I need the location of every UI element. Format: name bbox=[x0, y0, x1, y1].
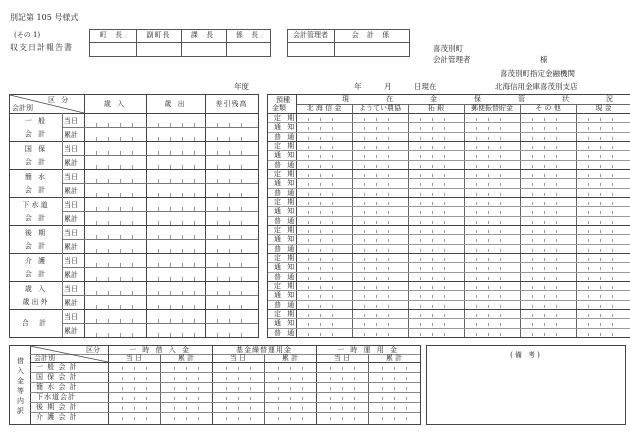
row-label: 通 知 bbox=[274, 123, 297, 132]
approval-chief: 係 長 bbox=[235, 31, 262, 39]
group-label: 一 般 bbox=[24, 117, 48, 125]
group-temp-borrowing: 一 時 借 入 金 bbox=[129, 346, 191, 354]
group-fund-transfer: 基金繰替運用金 bbox=[236, 346, 292, 354]
row-label: 定 期 bbox=[274, 198, 297, 206]
header-status-char: 金 bbox=[430, 95, 437, 103]
month-label: 月 bbox=[384, 82, 392, 91]
row-label: 当日 bbox=[64, 201, 78, 209]
as-of-label: 日現在 bbox=[414, 82, 437, 91]
cash-holding-table bbox=[267, 94, 630, 338]
bottom-corner-division: 区分 bbox=[86, 346, 100, 354]
row-label: 通 知 bbox=[274, 319, 297, 328]
group-label: 会 計 bbox=[24, 242, 48, 250]
sub-cumulative: 累 計 bbox=[177, 354, 195, 362]
header-status-char: 管 bbox=[518, 95, 525, 103]
side-label-char: 訳 bbox=[17, 407, 24, 415]
row-label: 定 期 bbox=[274, 142, 297, 150]
sub-takugin: 拓 銀 bbox=[427, 104, 445, 112]
sub-day: 当 日 bbox=[229, 354, 247, 362]
sub-postal: 郵便振替貯金 bbox=[471, 104, 513, 112]
row-label: 累計 bbox=[64, 159, 78, 167]
group-label: 歳出外 bbox=[22, 298, 50, 306]
row-label: 当日 bbox=[64, 313, 78, 321]
approval-acct-clerk: 会 計 係 bbox=[351, 31, 393, 39]
header-revenue: 歳 入 bbox=[103, 100, 127, 108]
header-expenditure: 歳 出 bbox=[164, 100, 187, 108]
header-status-char: 在 bbox=[386, 95, 393, 103]
group-temp-investment: 一 時 運 用 金 bbox=[337, 346, 399, 354]
header-balance: 差引残高 bbox=[215, 100, 248, 108]
sub-day: 当 日 bbox=[125, 354, 143, 362]
row-label: 通 知 bbox=[274, 179, 297, 188]
borrowing-table bbox=[9, 345, 421, 425]
header-status-char: 保 bbox=[474, 95, 481, 103]
header-status-char: 状 bbox=[562, 95, 569, 103]
bank-name: 北海信用金庫喜茂別支店 bbox=[495, 82, 578, 91]
addressee-town: 喜茂別町 bbox=[433, 44, 463, 53]
row-label: 定 期 bbox=[274, 282, 297, 290]
row-label: 累計 bbox=[64, 271, 78, 279]
row-label: 普 通 bbox=[274, 216, 297, 225]
approval-deputy-head: 副町長 bbox=[146, 31, 171, 39]
row-label: 普 通 bbox=[274, 188, 297, 197]
account-row-label: 下水道会計 bbox=[36, 393, 76, 401]
row-label: 累計 bbox=[64, 187, 78, 195]
group-label: 国 保 bbox=[24, 145, 48, 153]
bottom-corner-account: 会計別 bbox=[34, 354, 55, 362]
group-label: 簡 水 bbox=[24, 173, 48, 181]
sub-day: 当 日 bbox=[333, 354, 351, 362]
side-label-char: 借 bbox=[17, 357, 24, 365]
side-label-char: 等 bbox=[17, 387, 24, 395]
balance-table bbox=[9, 94, 259, 338]
header-status-char: 現 bbox=[342, 95, 349, 103]
account-row-label: 一 般 会 計 bbox=[36, 363, 78, 371]
side-label-char: 金 bbox=[17, 377, 24, 385]
row-label: 普 通 bbox=[274, 272, 297, 281]
approval-acct-manager: 会計管理者 bbox=[293, 31, 328, 39]
sub-cumulative: 累 計 bbox=[281, 354, 299, 362]
row-label: 累計 bbox=[64, 243, 78, 251]
row-label: 定 期 bbox=[274, 226, 297, 234]
sub-other: そ の 他 bbox=[535, 104, 561, 112]
row-label: 当日 bbox=[64, 145, 78, 153]
row-label: 普 通 bbox=[274, 300, 297, 309]
row-label: 当日 bbox=[64, 257, 78, 265]
year-label: 年 bbox=[354, 82, 362, 91]
institution-label: 喜茂別町指定金融機関 bbox=[500, 69, 575, 78]
addressee-sama: 様 bbox=[540, 55, 548, 64]
side-label-char: 入 bbox=[17, 367, 24, 375]
sub-cumulative: 累 計 bbox=[385, 354, 403, 362]
row-label: 通 知 bbox=[274, 263, 297, 272]
row-label: 通 知 bbox=[274, 151, 297, 160]
fiscal-year-label: 年度 bbox=[234, 82, 249, 91]
row-label: 累計 bbox=[64, 299, 78, 307]
row-label: 当日 bbox=[64, 285, 78, 293]
remarks-label: (備 考) bbox=[510, 351, 542, 359]
corner-division: 区 分 bbox=[48, 96, 71, 104]
row-label: 累計 bbox=[64, 215, 78, 223]
group-label: 後 期 bbox=[24, 229, 48, 237]
row-label: 累計 bbox=[64, 327, 78, 335]
group-label: 会 計 bbox=[24, 186, 48, 194]
part-label: (その 1) bbox=[14, 31, 41, 39]
group-label: 会 計 bbox=[24, 270, 48, 278]
group-label: 歳 入 bbox=[24, 285, 48, 293]
group-label: 会 計 bbox=[24, 214, 48, 222]
row-label: 累計 bbox=[64, 131, 78, 139]
row-label: 普 通 bbox=[274, 160, 297, 169]
account-row-label: 後 期 会 計 bbox=[36, 403, 78, 411]
group-label: 会 計 bbox=[24, 130, 48, 138]
row-label: 当日 bbox=[64, 229, 78, 237]
account-row-label: 国 保 会 計 bbox=[36, 373, 78, 381]
form-title: 収支日計報告書 bbox=[10, 43, 73, 52]
form-number: 別記第 105 号様式 bbox=[10, 13, 79, 22]
corner-deposit-type: 預種 bbox=[276, 96, 290, 104]
header-status-char: 況 bbox=[606, 95, 613, 103]
sub-cash: 現 金 bbox=[595, 104, 612, 112]
account-row-label: 簡 水 会 計 bbox=[36, 383, 78, 391]
sub-hokkai: 北 海 信 金 bbox=[306, 104, 342, 112]
corner-money-type: 金類 bbox=[272, 104, 286, 112]
row-label: 普 通 bbox=[274, 328, 297, 337]
row-label: 普 通 bbox=[274, 244, 297, 253]
row-label: 通 知 bbox=[274, 291, 297, 300]
corner-account: 会計別 bbox=[12, 104, 33, 112]
row-label: 定 期 bbox=[274, 310, 297, 318]
row-label: 当日 bbox=[64, 117, 78, 125]
sub-youtei: ようてい農協 bbox=[359, 104, 401, 112]
row-label: 定 期 bbox=[274, 114, 297, 122]
row-label: 通 知 bbox=[274, 235, 297, 244]
approval-town-head: 町 長 bbox=[99, 31, 126, 39]
account-row-label: 介 護 会 計 bbox=[36, 413, 78, 421]
row-label: 当日 bbox=[64, 173, 78, 181]
group-label: 合 計 bbox=[21, 319, 51, 327]
group-label: 介 護 bbox=[24, 257, 48, 265]
row-label: 定 期 bbox=[274, 170, 297, 178]
side-label-char: 内 bbox=[17, 397, 24, 405]
row-label: 定 期 bbox=[274, 254, 297, 262]
addressee-officer: 会計管理者 bbox=[433, 55, 471, 64]
row-label: 普 通 bbox=[274, 132, 297, 141]
row-label: 通 知 bbox=[274, 207, 297, 216]
group-label: 下水道 bbox=[22, 201, 50, 209]
group-label: 会 計 bbox=[24, 158, 48, 166]
approval-section-head: 課 長 bbox=[190, 31, 217, 39]
